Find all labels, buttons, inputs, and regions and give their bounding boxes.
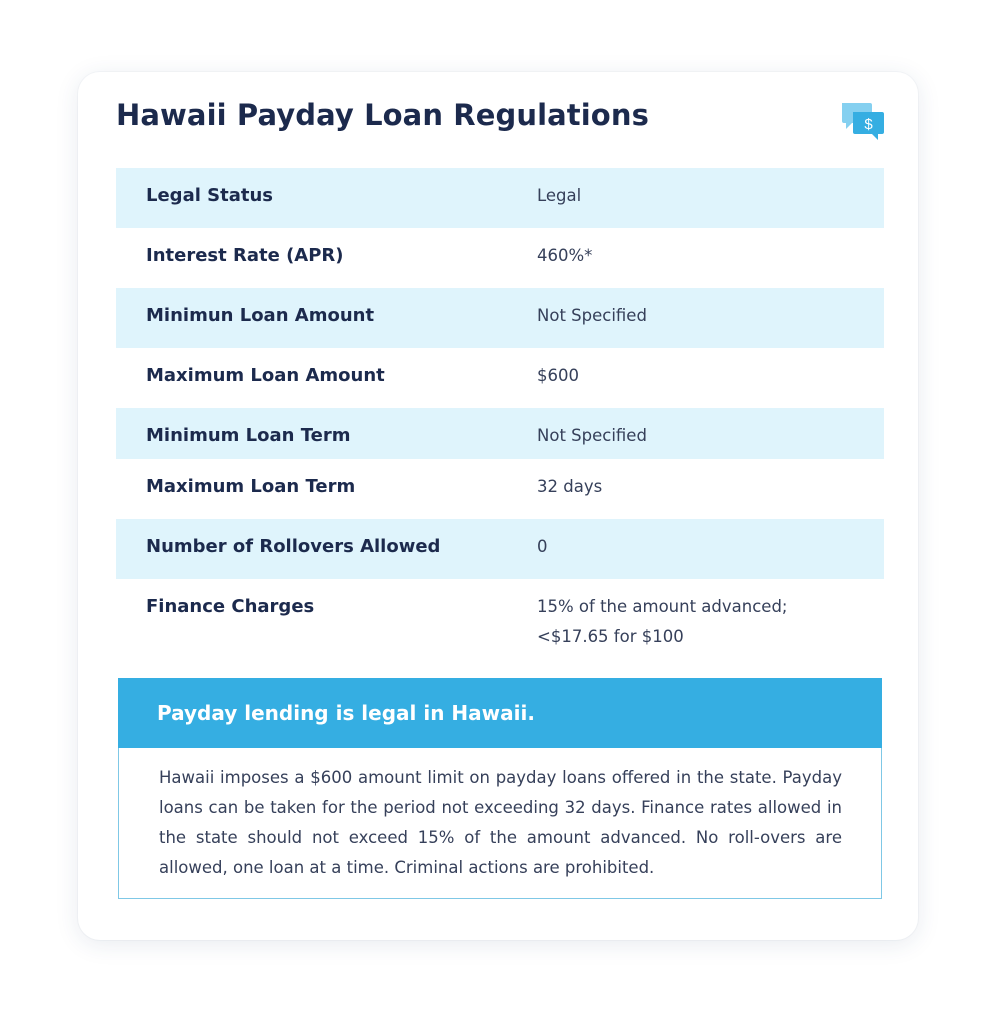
table-row (116, 519, 884, 579)
callout-title: Payday lending is legal in Hawaii. (157, 701, 535, 725)
row-value-interest-rate: 460%* (537, 246, 593, 265)
row-value-legal-status: Legal (537, 186, 582, 205)
chat-dollar-icon (840, 102, 886, 142)
finance-charges-line-1: 15% of the amount advanced; (537, 597, 788, 616)
row-value-finance-charges (537, 592, 884, 652)
row-label-interest-rate: Interest Rate (APR) (146, 245, 344, 266)
callout-body: Hawaii imposes a $600 amount limit on payday loans offered in the state. Payday loans can be taken for the period not exceeding 32 days. Finance rates allowed in the state should not exceed 15% of the amount advanced. No roll-overs are allowed, one loan at a time. Criminal actions are prohibited. (159, 768, 842, 877)
regulations-card (78, 72, 918, 940)
callout-header (118, 678, 882, 748)
table-row (116, 579, 884, 669)
table-row (116, 288, 884, 348)
row-value-rollovers: 0 (537, 537, 548, 556)
regulations-table (116, 168, 884, 669)
row-value-minimum-loan-term: Not Specified (537, 426, 647, 445)
row-label-legal-status: Legal Status (146, 185, 273, 206)
chat-dollar-symbol: $ (864, 116, 873, 133)
summary-callout (118, 678, 882, 899)
finance-charges-line-2: <$17.65 for $100 (537, 627, 684, 646)
table-row (116, 228, 884, 288)
table-row (116, 168, 884, 228)
row-label-rollovers: Number of Rollovers Allowed (146, 536, 441, 557)
table-row (116, 408, 884, 459)
table-row (116, 459, 884, 519)
row-label-maximum-loan-amount: Maximum Loan Amount (146, 365, 385, 386)
row-value-minimum-loan-amount: Not Specified (537, 306, 647, 325)
row-label-minimum-loan-amount: Minimun Loan Amount (146, 305, 375, 326)
row-label-maximum-loan-term: Maximum Loan Term (146, 476, 356, 497)
table-row (116, 348, 884, 408)
row-label-finance-charges: Finance Charges (146, 596, 315, 617)
row-value-maximum-loan-amount: $600 (537, 366, 579, 385)
row-value-maximum-loan-term: 32 days (537, 477, 603, 496)
card-title: Hawaii Payday Loan Regulations (116, 98, 649, 132)
row-label-minimum-loan-term: Minimum Loan Term (146, 425, 351, 446)
